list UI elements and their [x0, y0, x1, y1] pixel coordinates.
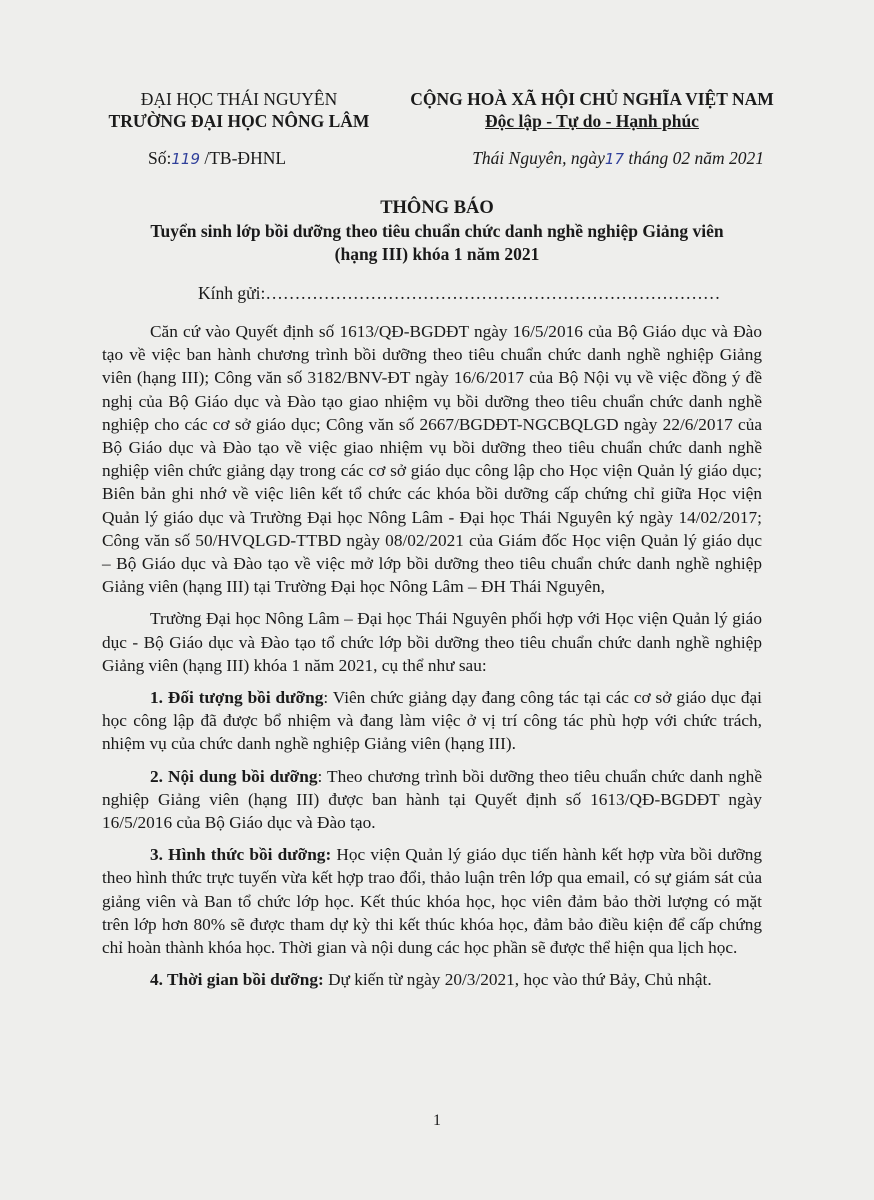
intro-paragraph: Trường Đại học Nông Lâm – Đại học Thái Nguyên phối hợp với Học viện Quản lý giáo dục - Bộ Giáo dục và Đào tạo tổ chức lớp bồi dưỡng theo tiêu chuẩn chức danh nghề nghiệp Giảng viên (hạng III) khóa 1 năm 2021, cụ thể như sau:	[102, 609, 762, 675]
legal-basis-paragraph: Căn cứ vào Quyết định số 1613/QĐ-BGDĐT ngày 16/5/2016 của Bộ Giáo dục và Đào tạo về việc ban hành chương trình bồi dưỡng theo tiêu chuẩn chức danh nghề nghiệp Giảng viên (hạng III); Công văn số 3182/BNV-ĐT ngày 16/6/2017 của Bộ Nội vụ về việc đồng ý đề nghị của Bộ Giáo dục và Đào tạo giao nhiệm vụ bồi dưỡng theo tiêu chuẩn chức danh nghề nghiệp cho các cơ sở giáo dục; Công văn số 2667/BGDĐT-NGCBQLGD ngày 22/6/2017 của Bộ Giáo dục và Đào tạo về việc giao nhiệm vụ bồi dưỡng theo tiêu chuẩn chức danh nghề nghiệp viên chức giảng dạy trong các cơ sở giáo dục công lập cho Học viện Quản lý giáo dục; Biên bản ghi nhớ về việc liên kết tổ chức các khóa bồi dưỡng cấp chứng chỉ giữa Học viện Quản lý giáo dục và Trường Đại học Nông Lâm - Đại học Thái Nguyên ký ngày 14/02/2017; Công văn số 50/HVQLGD-TTBD ngày 08/02/2021 của Giám đốc Học viện Quản lý giáo dục – Bộ Giáo dục và Đào tạo về việc mở lớp bồi dưỡng theo tiêu chuẩn chức danh nghề nghiệp Giảng viên (hạng III) tại Trường Đại học Nông Lâm – ĐH Thái Nguyên,	[102, 322, 762, 597]
date-handwritten-day: 17	[604, 150, 624, 168]
section-4-paragraph	[102, 968, 762, 991]
national-header	[392, 88, 792, 132]
country-name: CỘNG HOÀ XÃ HỘI CHỦ NGHĨA VIỆT NAM	[410, 89, 774, 109]
document-date	[472, 148, 764, 169]
section-2-text: : Theo chương trình bồi dưỡng theo tiêu chuẩn chức danh nghề nghiệp Giảng viên (hạng III) được ban hành tại Quyết định số 1613/QĐ-BGDĐT ngày 16/5/2016 của Bộ Giáo dục và Đào tạo.	[102, 766, 762, 833]
national-motto-text: Độc lập - Tự do - Hạnh phúc	[485, 111, 699, 131]
issuer-parent-org: ĐẠI HỌC THÁI NGUYÊN	[140, 89, 338, 109]
date-suffix: tháng 02 năm 2021	[624, 148, 764, 168]
section-1-paragraph	[102, 686, 762, 756]
document-number	[148, 148, 286, 169]
date-prefix: Thái Nguyên, ngày	[472, 148, 605, 168]
section-4-heading: 4. Thời gian bồi dưỡng:	[150, 970, 324, 990]
section-1-text: : Viên chức giảng dạy đang công tác tại các cơ sở giáo dục đại học công lập đã được bổ nhiệm và đang làm việc ở vị trí công tác phù hợp với chức trách, nhiệm vụ của chức danh nghề nghiệp Giảng viên (hạng III).	[102, 688, 762, 754]
document-body	[102, 320, 762, 1000]
document-number-prefix: Số:	[148, 148, 172, 168]
recipient-line: Kính gửi:……………………………………………………………………	[198, 283, 721, 303]
section-3-heading: 3. Hình thức bồi dưỡng:	[150, 845, 332, 865]
issuer-header	[104, 88, 374, 132]
issuer-org-text: TRƯỜNG ĐẠI HỌC NÔNG LÂM	[108, 111, 370, 131]
document-number-suffix: /TB-ĐHNL	[200, 148, 287, 168]
section-3-text: Học viện Quản lý giáo dục tiến hành kết hợp vừa bồi dưỡng theo hình thức trực tuyến vừa kết hợp trao đổi, thảo luận trên lớp qua email, có sự giám sát của giảng viên và Ban tổ chức lớp học. Kết thúc khóa học, học viên đảm bảo thời lượng có mặt trên lớp hơn 80% sẽ được tham dự kỳ thi kết thúc khóa học, đảm bảo điều kiện để cấp chứng chỉ hoàn thành khóa học. Thời gian và nội dung các học phần sẽ được thể hiện qua lịch học.	[102, 845, 762, 958]
document-number-handwritten: 119	[171, 150, 200, 168]
document-subtitle-line2: (hạng III) khóa 1 năm 2021	[334, 244, 540, 264]
document-title-block	[90, 196, 784, 266]
document-title: THÔNG BÁO	[380, 198, 494, 218]
section-2-heading: 2. Nội dung bồi dưỡng	[150, 766, 318, 786]
section-3-paragraph	[102, 843, 762, 959]
page-number: 1	[433, 1112, 441, 1129]
issuer-org	[104, 110, 374, 132]
section-2-paragraph	[102, 765, 762, 835]
document-subtitle-line1: Tuyển sinh lớp bồi dưỡng theo tiêu chuẩn chức danh nghề nghiệp Giảng viên	[150, 221, 724, 241]
section-4-text: Dự kiến từ ngày 20/3/2021, học vào thứ Bảy, Chủ nhật.	[323, 970, 712, 990]
national-motto	[392, 110, 792, 132]
section-1-heading: 1. Đối tượng bồi dưỡng	[150, 688, 324, 708]
